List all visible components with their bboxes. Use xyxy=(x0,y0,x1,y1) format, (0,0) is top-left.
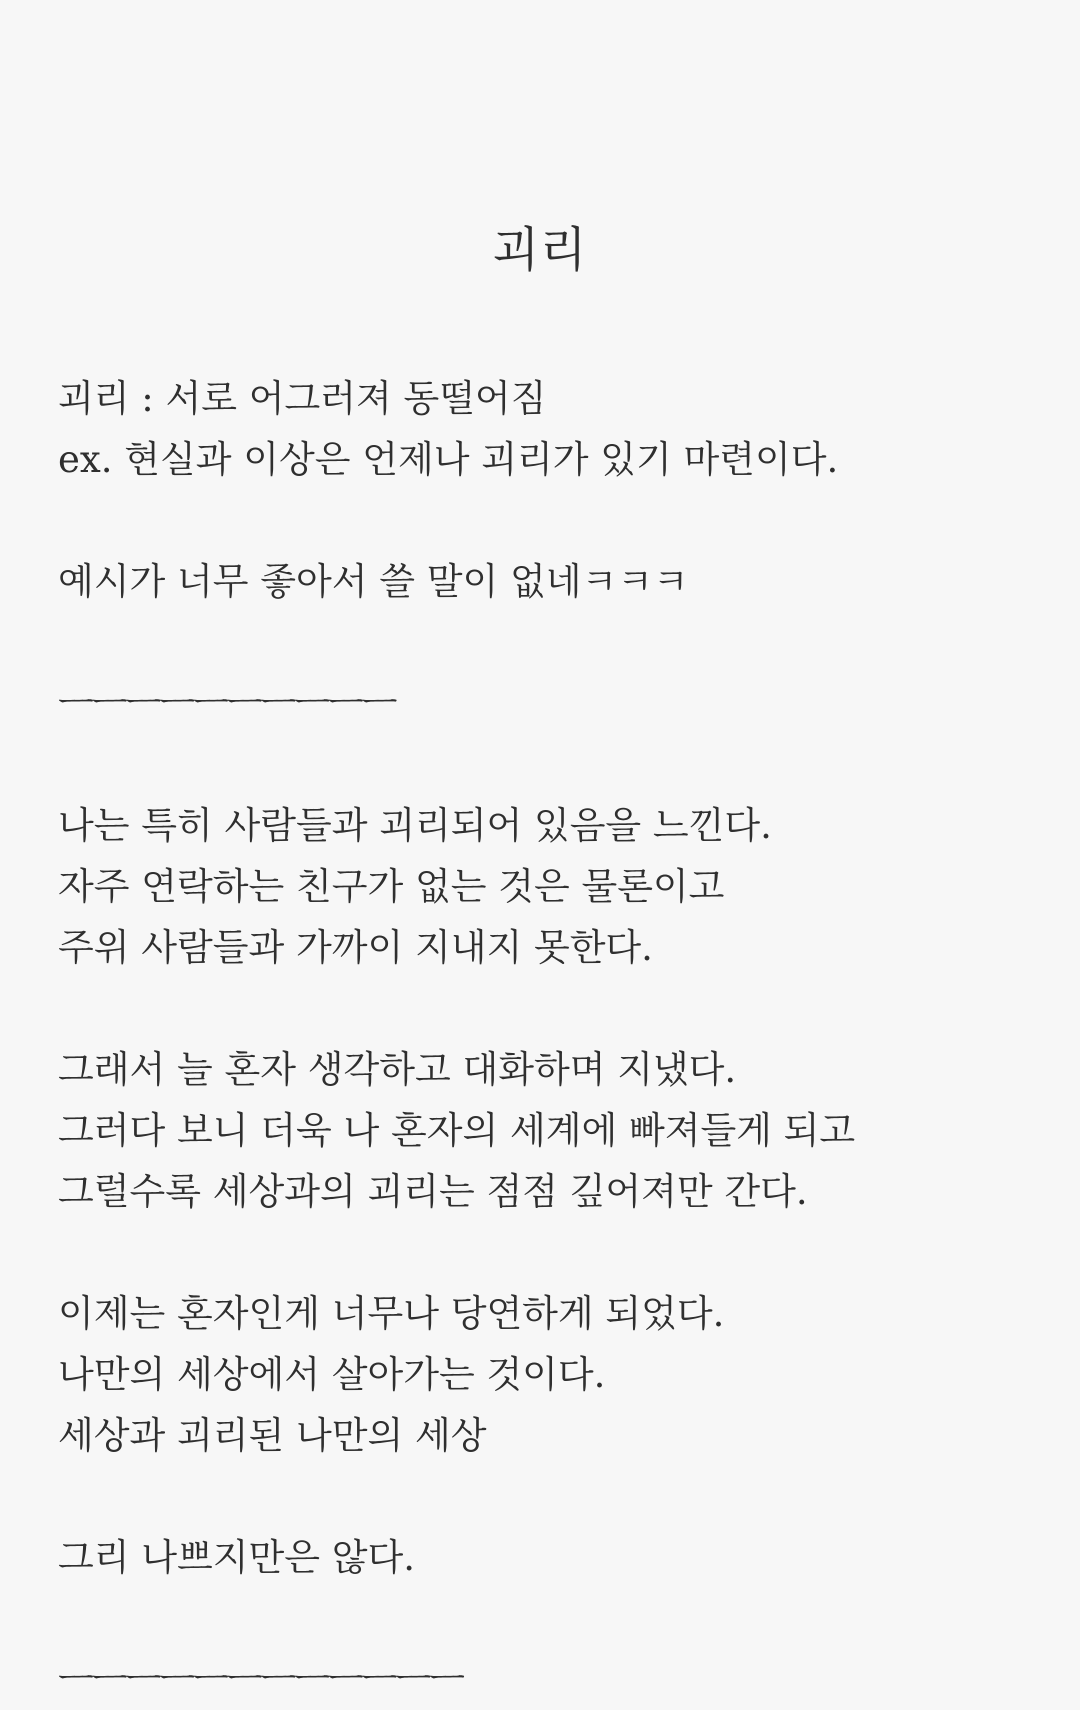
blank-line xyxy=(58,490,1068,551)
blank-line xyxy=(58,1222,1068,1283)
example-line: ex. 현실과 이상은 언제나 괴리가 있기 마련이다. xyxy=(58,438,839,481)
paragraph-line: 이제는 혼자인게 너무나 당연하게 되었다. xyxy=(58,1292,725,1335)
paragraph-line: 그래서 늘 혼자 생각하고 대화하며 지냈다. xyxy=(58,1048,737,1091)
blank-line xyxy=(58,734,1068,795)
paragraph-line: 그럴수록 세상과의 괴리는 점점 깊어져만 간다. xyxy=(58,1170,808,1213)
separator-line: ㅡㅡㅡㅡㅡㅡㅡㅡㅡㅡㅡㅡ xyxy=(58,1658,463,1701)
paragraph-line: 그러다 보니 더욱 나 혼자의 세계에 빠져들게 되고 xyxy=(58,1109,856,1152)
paragraph-line: 나만의 세상에서 살아가는 것이다. xyxy=(58,1353,606,1396)
paragraph-line: 세상과 괴리된 나만의 세상 xyxy=(58,1414,487,1457)
blank-line xyxy=(58,978,1068,1039)
blank-line xyxy=(58,612,1068,673)
paragraph-line: 그리 나쁘지만은 않다. xyxy=(58,1536,415,1579)
blank-line xyxy=(58,1466,1068,1527)
paragraph-line: 자주 연락하는 친구가 없는 것은 물론이고 xyxy=(58,865,725,908)
definition-line: 괴리 : 서로 어그러져 동떨어짐 xyxy=(58,377,547,420)
post-title: 괴리 xyxy=(492,222,588,278)
post-body xyxy=(58,368,1068,1710)
paragraph-line: 나는 특히 사람들과 괴리되어 있음을 느낀다. xyxy=(58,804,772,847)
paragraph-line: 주위 사람들과 가까이 지내지 못한다. xyxy=(58,926,653,969)
blank-line xyxy=(58,1588,1068,1649)
separator-line: ㅡㅡㅡㅡㅡㅡㅡㅡㅡㅡ xyxy=(58,682,396,725)
comment-line: 예시가 너무 좋아서 쓸 말이 없네ㅋㅋㅋ xyxy=(58,560,689,603)
